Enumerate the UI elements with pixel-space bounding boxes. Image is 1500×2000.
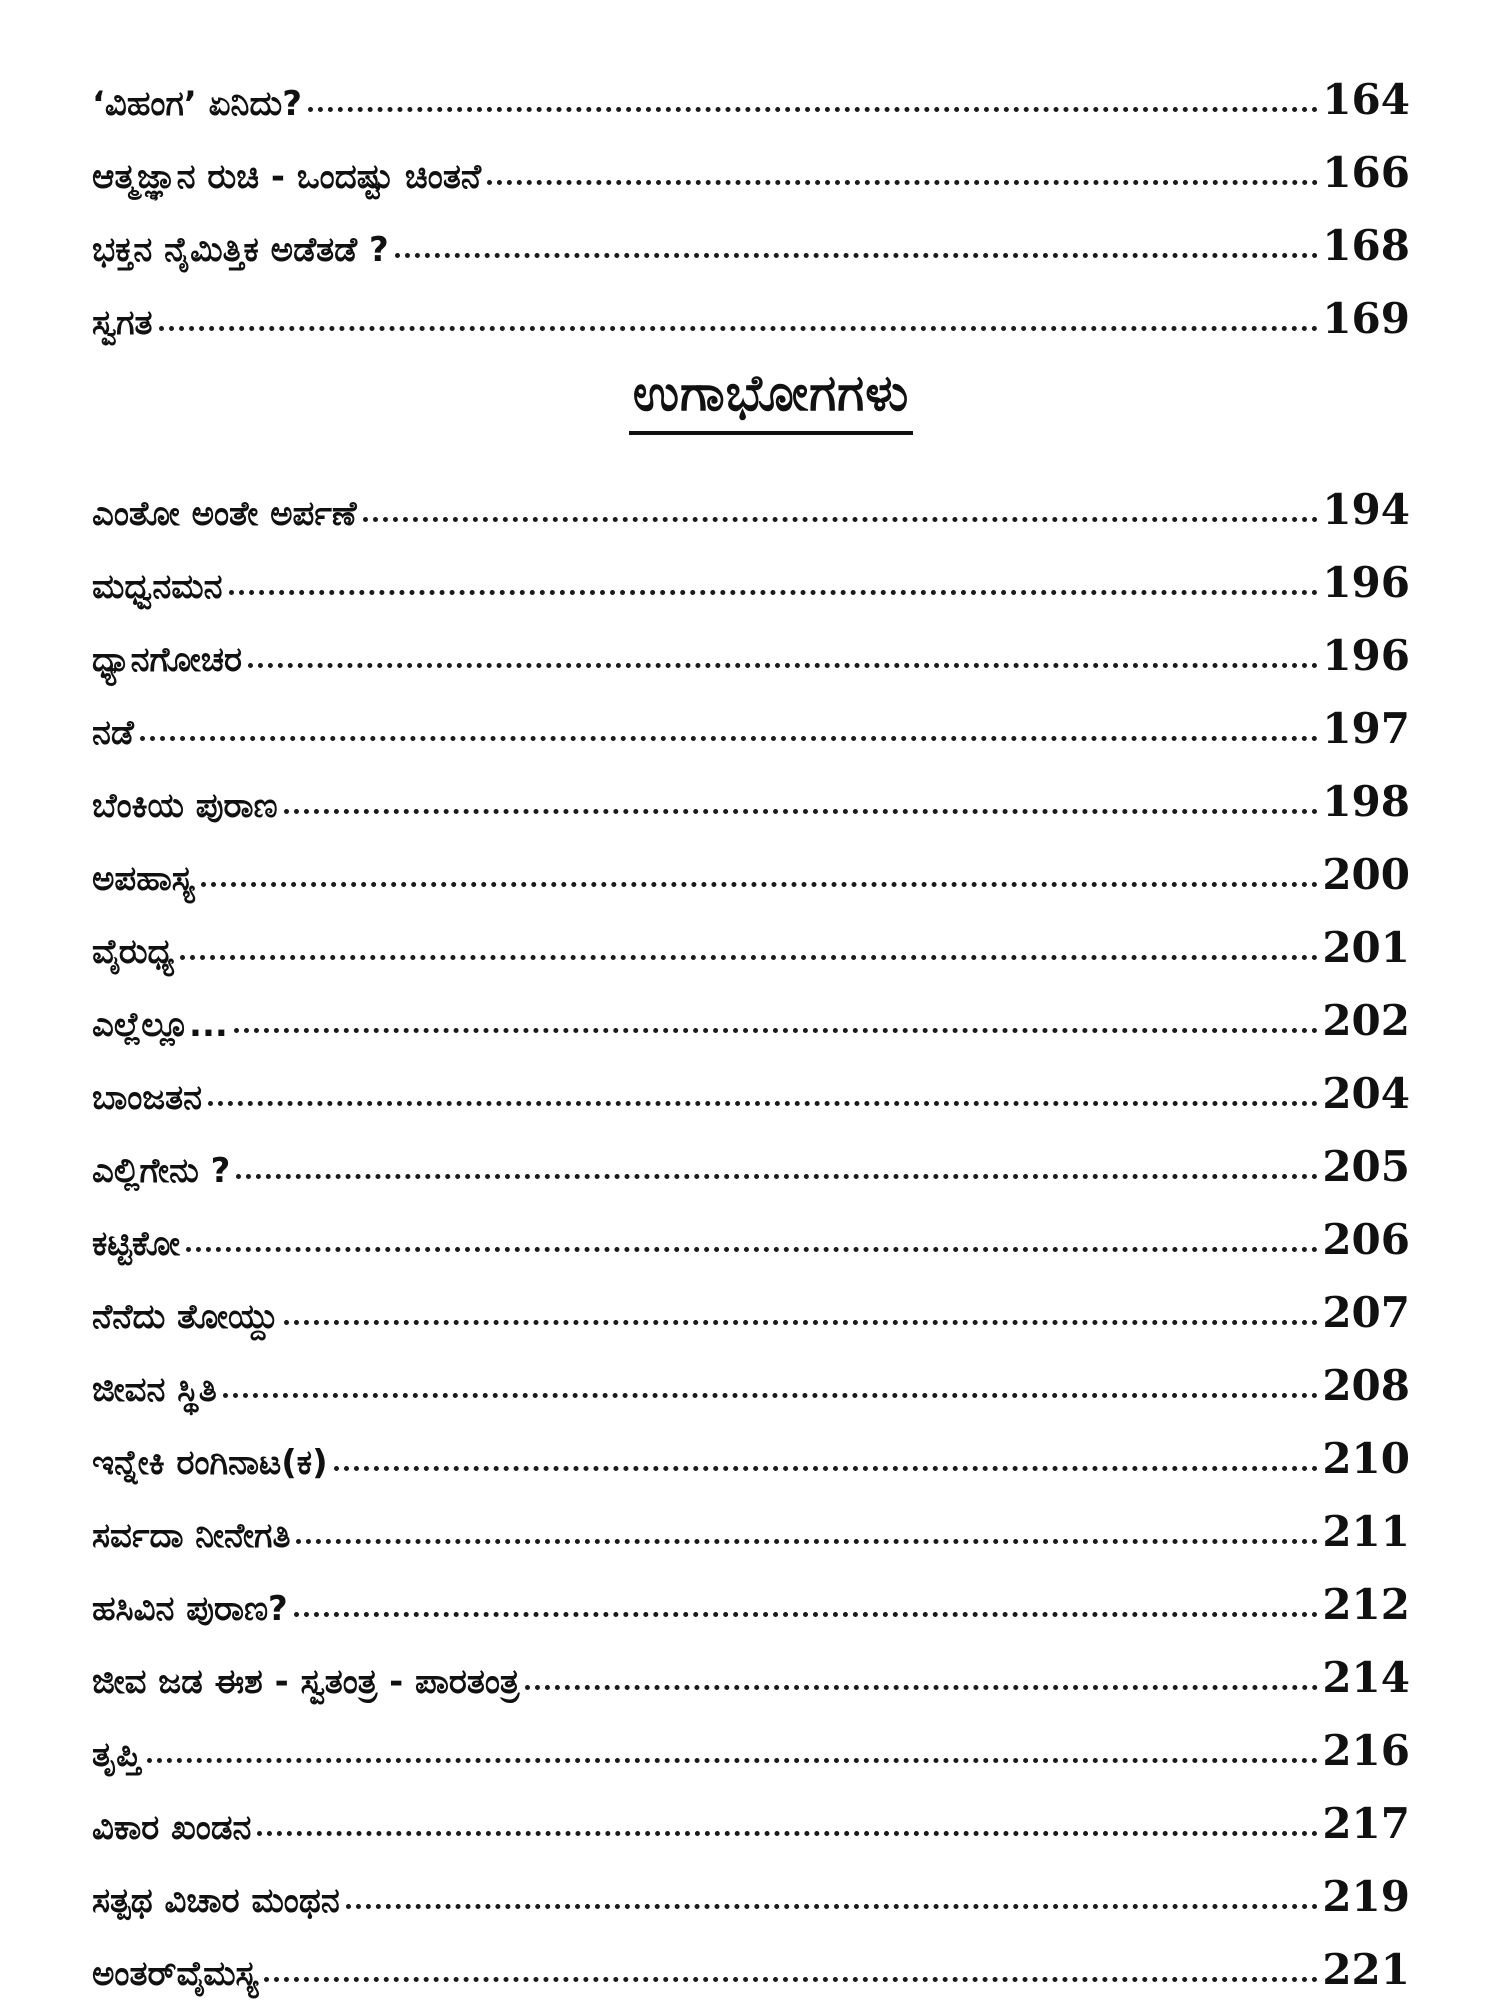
dot-leader [180,955,1318,960]
dot-leader [186,1247,1318,1252]
toc-entry [92,677,1410,753]
toc-entry-title: ಎಲ್ಲಿಗೇನು ? [92,1151,231,1191]
toc-entry [92,1407,1410,1483]
dot-leader [159,326,1319,331]
toc-entry-page-number: 219 [1322,1872,1410,1921]
toc-entry [92,1115,1410,1191]
toc-entry [92,1553,1410,1629]
toc-entry-page-number: 169 [1322,294,1410,343]
toc-entry [92,604,1410,680]
toc-entry-page-number: 164 [1322,75,1410,124]
toc-entry-title: ಜೀವನ ಸ್ಥಿತಿ [92,1370,217,1410]
toc-entry [92,969,1410,1045]
toc-entry-page-number: 204 [1322,1069,1410,1118]
dot-leader [284,1320,1318,1325]
dot-leader [296,1539,1318,1544]
toc-entry-title: ವಿಕಾರ ಖಂಡನ [92,1808,252,1848]
dot-leader [334,1466,1319,1471]
toc-entry [92,1334,1410,1410]
toc-entry-page-number: 166 [1322,148,1410,197]
toc-entry [92,1699,1410,1775]
section-heading: ಉಗಾಭೋಗಗಳು [629,364,914,435]
toc-entry [92,1918,1410,1994]
toc-entry [92,194,1410,270]
toc-entry-title: ವೈರುಧ್ಯ [92,932,175,972]
toc-entry-title: ಭಕ್ತನ ನೈಮಿತ್ತಿಕ ಅಡೆತಡೆ ? [92,230,389,270]
dot-leader [525,1685,1318,1690]
toc-entry-title: ಎಂತೋ ಅಂತೇ ಅರ್ಪಣೆ [92,494,357,534]
toc-group-2 [92,458,1410,1994]
dot-leader [229,590,1319,595]
toc-entry-title: ಜೀವ ಜಡ ಈಶ - ಸ್ವತಂತ್ರ - ಪಾರತಂತ್ರ [92,1662,520,1702]
toc-entry [92,1042,1410,1118]
toc-entry-page-number: 200 [1322,850,1410,899]
toc-entry [92,896,1410,972]
toc-entry [92,1626,1410,1702]
toc-entry-title: ಇನ್ನೇಕಿ ರಂಗಿನಾಟ(ಕ) [92,1443,328,1483]
toc-entry [92,750,1410,826]
dot-leader [284,809,1319,814]
toc-entry-page-number: 212 [1322,1580,1410,1629]
toc-entry [92,1188,1410,1264]
dot-leader [487,180,1318,185]
dot-leader [308,107,1318,112]
toc-entry-title: ನಡೆ [92,713,134,753]
toc-entry-title: ಸ್ವಗತ [92,303,153,343]
toc-entry-page-number: 196 [1322,631,1410,680]
toc-entry-title: ತೃಪ್ತಿ [92,1735,141,1775]
toc-entry-page-number: 168 [1322,221,1410,270]
toc-entry-page-number: 202 [1322,996,1410,1045]
toc-entry-page-number: 205 [1322,1142,1410,1191]
section-heading-container [92,340,1410,458]
dot-leader [223,1393,1319,1398]
toc-entry [92,1480,1410,1556]
dot-leader [234,1028,1319,1033]
dot-leader [264,1977,1318,1982]
toc-entry-page-number: 201 [1322,923,1410,972]
toc-entry-title: ನೆನೆದು ತೋಯ್ದು [92,1297,279,1337]
dot-leader [236,1174,1318,1179]
toc-entry [92,1261,1410,1337]
toc-entry-title: ಹಸಿವಿನ ಪುರಾಣ? [92,1589,288,1629]
toc-entry-page-number: 214 [1322,1653,1410,1702]
dot-leader [140,736,1318,741]
toc-entry-title: ಧ್ಯಾನಗೋಚರ [92,640,243,680]
toc-entry-page-number: 196 [1322,558,1410,607]
toc-group-1 [92,48,1410,343]
dot-leader [147,1758,1318,1763]
toc-entry-title: ಎಲ್ಲೆಲ್ಲೂ... [92,1005,228,1045]
dot-leader [201,882,1319,887]
toc-entry [92,1772,1410,1848]
toc-entry-page-number: 216 [1322,1726,1410,1775]
toc-entry-page-number: 198 [1322,777,1410,826]
toc-entry [92,267,1410,343]
toc-entry-page-number: 207 [1322,1288,1410,1337]
toc-entry [92,823,1410,899]
toc-entry-title: ಬೆಂಕಿಯ ಪುರಾಣ [92,786,278,826]
toc-entry-title: ಅಪಹಾಸ್ಯ [92,859,195,899]
toc-entry-page-number: 197 [1322,704,1410,753]
toc-entry-title: ಬಾಂಜತನ [92,1078,203,1118]
dot-leader [294,1612,1319,1617]
toc-entry [92,531,1410,607]
toc-entry [92,121,1410,197]
toc-entry-title: ಮಧ್ವನಮನ [92,567,223,607]
toc-entry-page-number: 210 [1322,1434,1410,1483]
toc-entry-page-number: 208 [1322,1361,1410,1410]
dot-leader [248,663,1318,668]
toc-entry-page-number: 221 [1322,1945,1410,1994]
toc-entry-title: ಕಟ್ಟಿಕೋ [92,1224,181,1264]
dot-leader [257,1831,1318,1836]
toc-entry-title: ಅಂತರ್‌ವೈಮಸ್ಯ [92,1954,259,1994]
toc-entry-title: ಆತ್ಮಜ್ಞಾನ ರುಚಿ - ಒಂದಷ್ಟು ಚಿಂತನೆ [92,157,482,197]
toc-entry-title: ಸರ್ವದಾ ನೀನೇಗತಿ [92,1516,291,1556]
toc-entry-page-number: 211 [1322,1507,1410,1556]
toc-entry-title: ಸತ್ಪಥ ವಿಚಾರ ಮಂಥನ [92,1881,340,1921]
toc-entry-page-number: 217 [1322,1799,1410,1848]
dot-leader [395,253,1319,258]
toc-entry-page-number: 206 [1322,1215,1410,1264]
dot-leader [208,1101,1318,1106]
toc-entry-title: ‘ವಿಹಂಗ’ ಏನಿದು? [92,84,302,124]
toc-entry [92,1845,1410,1921]
dot-leader [363,517,1319,522]
toc-entry [92,458,1410,534]
toc-entry-page-number: 194 [1322,485,1410,534]
dot-leader [346,1904,1319,1909]
toc-entry [92,48,1410,124]
